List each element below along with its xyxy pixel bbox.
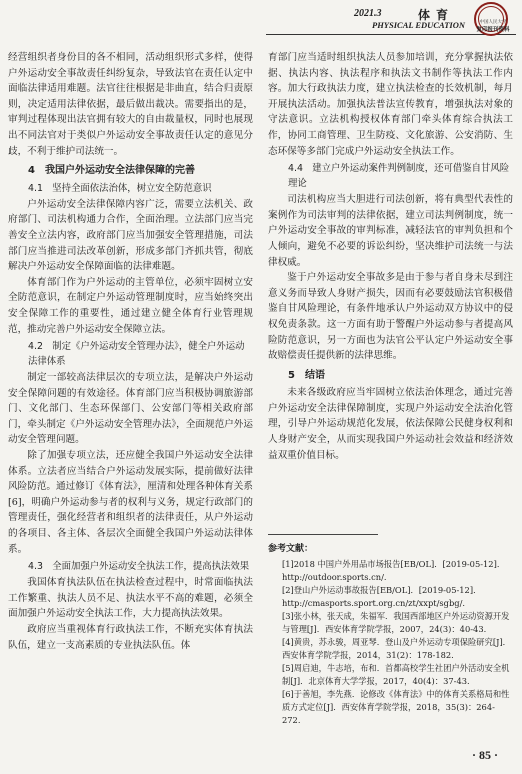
paragraph: 体育部门作为户外运动的主管单位，必须牢固树立安全防范意识，在制定户外运动管理制度时，应当始终突出安全保障工作的重要性，通过建立健全体育行业管理规范，推动完善户外运动安全保障立法。	[8, 276, 253, 335]
paragraph: 司法机构应当大胆进行司法创新，将有典型代表性的案例作为司法审判的法律依据，建立司法判例制度，统一户外运动安全事故的审判标准，减轻法官的审判负担和个人倾向，避免不必要的诉讼纠纷，坚决维护司法统一与法律权威。	[268, 194, 513, 268]
logo-line-2: 复印报刊资料	[476, 27, 510, 33]
paragraph: 鉴于户外运动安全事故多是由于参与者自身未尽到注意义务而导致人身财产损失，因而有必要鼓励法官积极借鉴自甘风险理论，有条件地承认户外运动双方协议中的侵权免责条款。这一方面有助于警醒户外运动参与者提高风险防范意识，另一方面也为法官公平认定户外运动安全事故赔偿责任提供新的法律思维。	[268, 272, 513, 362]
page-number: · 85 ·	[472, 748, 499, 762]
left-column	[8, 50, 253, 653]
references	[268, 534, 513, 727]
paragraph: 育部门应当适时组织执法人员参加培训，充分掌握执法依据、执法内容、执法程序和执法文书制作等执法工作内容。加大行政执法力度，建立执法检查的长效机制，每月开展执法活动。加强执法普法宣传教育，增强执法对象的守法意识。立法机构授权体育部门牵头体育综合执法工作，协同工商管理、卫生防疫、文化旅游、公安消防、生态环保等多部门完成户外运动安全执法工作。	[268, 52, 513, 157]
publisher-logo	[472, 19, 514, 33]
paragraph: 经营组织者身份目的各不相同，活动组织形式多样，使得户外运动安全事故责任纠纷复杂，导致法官在责任认定中面临法律适用难题。法官往往根据是非曲直，结合归责原则，决定适用法律依据，最后做出裁决。需要指出的是，审判过程体现出法官拥有较大的自由裁量权，同时也展现出不同法官对于类似户外运动安全事故责任认定的意见分歧，不利于维护司法统一。	[8, 52, 253, 157]
paragraph: 制定一部较高法律层次的专项立法，是解决户外运动安全保障问题的有效途径。体育部门应当积极协调旅游部门、文化部门、生态环保部门、公安部门等相关政府部门，牵头制定《户外运动安全管理办法》，全面规范户外运动安全管理问题。	[8, 372, 253, 446]
section-heading-5: 5 结语	[288, 369, 325, 381]
subsection-heading-4-4: 4.4 建立户外运动案件判例制度，还可借鉴自甘风险理论	[288, 163, 510, 190]
running-header	[0, 0, 522, 42]
issue-label: 2021.3	[354, 8, 382, 19]
subsection-heading-4-3: 4.3 全面加强户外运动安全执法工作，提高执法效果	[28, 561, 250, 573]
section-heading-4: 4 我国户外运动安全法律保障的完善	[28, 165, 195, 177]
logo-line-1: 中国人民大学	[479, 20, 507, 25]
paragraph: 户外运动安全法律保障内容广泛，需要立法机关、政府部门、司法机构通力合作，全面治理。立法部门应当完善安全立法内容，政府部门应当加强安全管理措施，司法部门应当推进司法改革创新，形成多部门齐抓共管，彻底解决户外运动安全保障面临的法律难题。	[8, 198, 253, 273]
reference-item: [1]2018 中国户外用品市场报告[EB/OL]．[2019-05-12]．http://outdoor.sports.cn/.	[282, 559, 506, 582]
reference-item: [4]黄贵，苏永骏，周亚琴．登山及户外运动专项保险研究[J]．西安体育学院学报，2014，31(2)：178-182.	[282, 637, 511, 660]
paragraph: 政府应当重视体育行政执法工作，不断充实体育执法队伍，建立一支高素质的专业执法队伍。体	[8, 624, 253, 651]
reference-item: [3]张小林，张天成，朱福军．我国西部地区户外运动资源开发与管理[J]．西安体育学院学报，2007，24(3)：40-43.	[282, 611, 510, 634]
reference-item: [6]于善旭，李先燕．论修改《体育法》中的体育关系格局和性质方式定位[J]．西安体育学院学报，2018，35(3)：264-272.	[282, 689, 510, 725]
paragraph: 我国体育执法队伍在执法检查过程中，时常面临执法工作繁重、执法人员不足、执法水平不高的难题，必须全面加强户外运动安全执法工作，大力提高执法效果。	[8, 577, 253, 620]
references-title: 参考文献：	[268, 544, 314, 554]
subsection-heading-4-2: 4.2 制定《户外运动安全管理办法》，健全户外运动法律体系	[28, 341, 245, 368]
journal-title-en: PHYSICAL EDUCATION	[372, 20, 465, 30]
references-divider	[268, 534, 378, 535]
reference-item: [2]登山户外运动事故报告[EB/OL]．[2019-05-12]．http://cmasports.sport.org.cn/zt/xxpt/sgbg/.	[282, 585, 482, 608]
paragraph: 未来各级政府应当牢固树立依法治体理念，通过完善户外运动安全法律保障制度，实现户外运动安全法治化管理，引导户外运动规范化发展，依法保障公民健身权利和人身财产安全，从而实现我国户外运动社会效益和经济效益双重价值目标。	[268, 387, 513, 461]
journal-title-cn: 体育	[418, 8, 455, 22]
right-column	[268, 50, 513, 463]
paragraph: 除了加强专项立法，还应健全我国户外运动安全法律体系。立法者应当结合户外运动发展实际，提前做好法律风险防范。通过修订《体育法》，厘清和处理各种体育关系[6]，明确户外运动参与者的权利与义务，规定行政部门的管理责任，强化经营者和组织者的法律责任，从户外运动的各项目、各主体、各层次全面健全我国户外运动法律体系。	[8, 450, 253, 555]
reference-item: [5]周启迪，牛志培，布和．首都高校学生社团户外活动安全机制[J]．北京体育大学学报，2017，40(4)：37-43.	[282, 663, 510, 686]
header-rule	[266, 34, 516, 35]
subsection-heading-4-1: 4.1 坚持全面依法治体，树立安全防范意识	[28, 182, 212, 194]
